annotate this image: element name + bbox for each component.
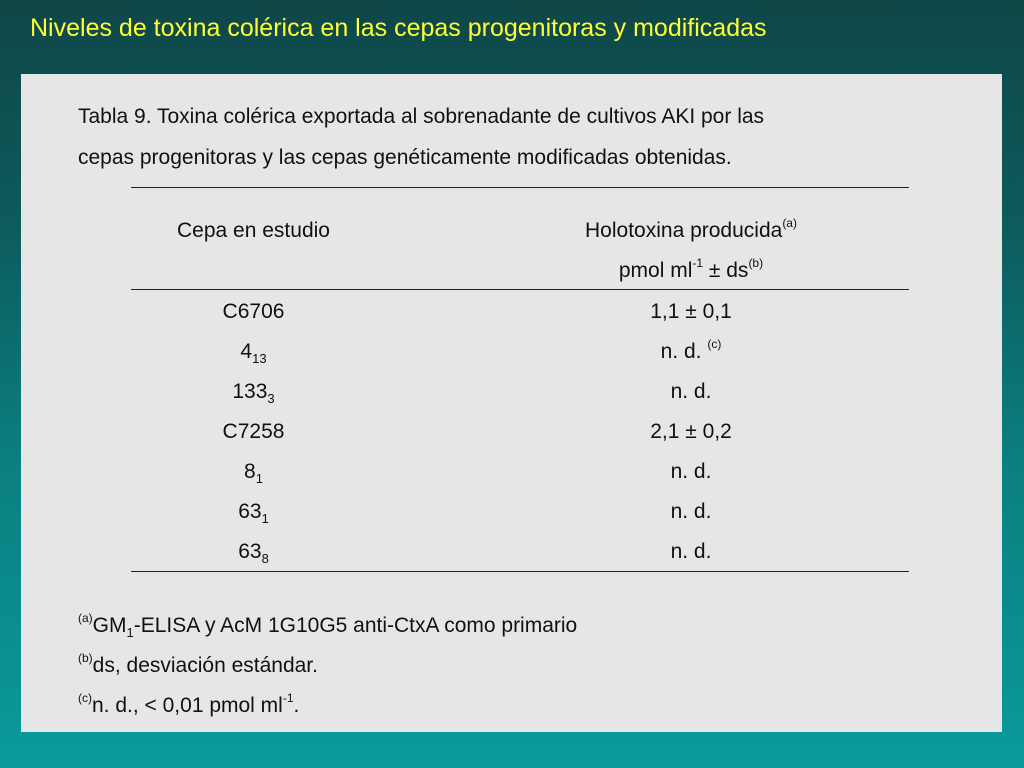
col-header-holotoxin: Holotoxina producida$^{(a)}$ <box>585 216 797 242</box>
col-header-units: pmol $ml^{-1} \pm ds^{(b)}$ <box>618 256 764 282</box>
table-cell-holotoxin: n. d. <box>670 460 712 483</box>
units-exponent: -1 <box>692 256 704 270</box>
footnote-b: $^{(b)}$ds, desviación estándar. <box>78 651 318 677</box>
table-cell-strain: C6706 <box>222 300 285 323</box>
table-cell-holotoxin: n. d. <box>670 380 712 403</box>
content-panel <box>21 74 1002 732</box>
table-caption <box>78 96 968 178</box>
slide-title: Niveles de toxina colérica en las cepas progenitoras y modificadas <box>30 14 767 42</box>
footnote-c: $^{(c)}$n. d., < 0,01 pmol $ml^{-1}$. <box>78 691 300 717</box>
footnotes <box>78 606 577 726</box>
table-cell-strain: $4_{13}$ <box>240 340 267 367</box>
footnote-ref-a: (a) <box>782 216 797 230</box>
table-cell-strain: $63_1$ <box>238 500 269 527</box>
caption-line-1: Tabla 9. Toxina colérica exportada al sobrenadante de cultivos AKI por las <box>78 105 765 128</box>
table-bottom-rule <box>131 571 909 572</box>
footnote-a: $^{(a)}GM_1$-ELISA y AcM 1G10G5 anti-CtxA como primario <box>78 611 578 641</box>
table-cell-holotoxin: 1,1 ± 0,1 <box>650 300 732 323</box>
col-header-strain: Cepa en estudio <box>177 219 330 242</box>
table-cell-strain: $8_1$ <box>244 460 263 487</box>
caption-line-2: cepas progenitoras y las cepas genéticamente modificadas obtenidas. <box>78 146 732 169</box>
table-cell-strain: C7258 <box>222 420 285 443</box>
table-cell-holotoxin: n. d. <box>670 540 712 563</box>
table-cell-strain: $133_3$ <box>232 380 275 407</box>
table-cell-holotoxin: 2,1 ± 0,2 <box>650 420 732 443</box>
table-cell-strain: $63_8$ <box>238 540 269 567</box>
table-cell-holotoxin: n. d. <box>670 500 712 523</box>
table-top-rule <box>131 187 909 188</box>
table-header-rule <box>131 289 909 290</box>
table-cell-holotoxin: n. d. $^{(c)}$ <box>660 337 722 363</box>
footnote-ref-b: (b) <box>748 256 764 270</box>
